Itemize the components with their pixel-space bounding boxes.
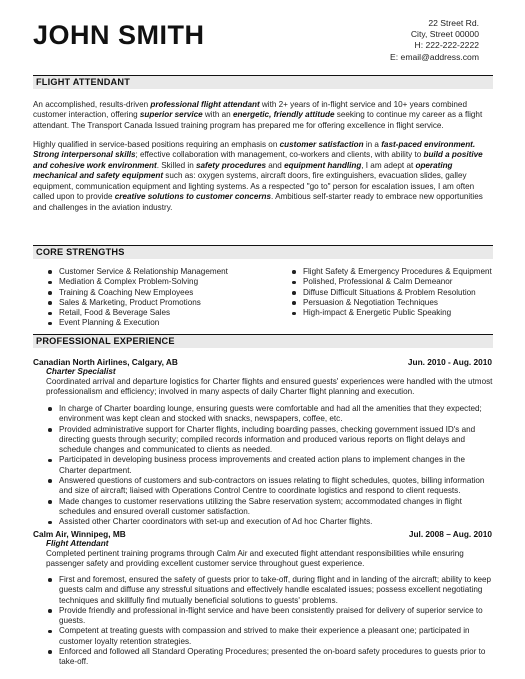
job-bullet: Made changes to customer reservations utilizing the Sabre reservation system; accommodated changes in flight schedules and ensured overall customer satisfaction.	[46, 497, 493, 518]
job-dates: Jun. 2010 - Aug. 2010	[407, 357, 492, 367]
emphasis-text: superior service	[139, 110, 203, 120]
section-heading-core-strengths: CORE STRENGTHS	[36, 247, 125, 257]
emphasis-text: professional flight attendant	[150, 100, 260, 109]
section-bar-core-strengths	[33, 245, 493, 259]
job-bullet: Assisted other Charter coordinators with set-up and execution of Ad hoc Charter flights.	[46, 517, 493, 527]
emphasis-text: Strong interpersonal skills	[33, 150, 136, 160]
strength-item: Mediation & Complex Problem-Solving	[46, 277, 276, 287]
contact-phone: H: 222-222-2222	[414, 40, 479, 51]
job-bullet: Answered questions of customers and sub-contractors on issues relating to flight schedules, quotes, billing information and size of aircraft; liaised with Operations Control Centre to coordinate logistics and respond to client requests.	[46, 476, 493, 497]
job-title: Flight Attendant	[46, 539, 109, 548]
job-title: Charter Specialist	[46, 367, 116, 376]
section-heading-title: FLIGHT ATTENDANT	[36, 77, 131, 87]
job-bullet: Provide friendly and professional in-flight service and have been consistently praised for delivery of superior service to guests.	[46, 606, 493, 627]
contact-city: City, Street 00000	[410, 29, 479, 40]
job-summary: Completed pertinent training programs through Calm Air and executed flight attendant responsibilities while ensuring passenger safety and providing excellent customer service throughout guest experience.	[46, 549, 464, 569]
contact-street: 22 Street Rd.	[428, 18, 479, 28]
strength-item: Training & Coaching New Employees	[46, 288, 276, 298]
job-employer: Calm Air, Winnipeg, MB	[33, 529, 126, 539]
strengths-right-column	[290, 267, 500, 318]
emphasis-text: fast-paced environment.	[381, 140, 476, 149]
job-header	[33, 529, 495, 539]
job-bullet: Provided administrative support for Charter flights, including boarding passes, checking government issued ID's and directing guests through security; compiled records information and produced various reports on flight delays and schedule changes and communicated to clients as needed.	[46, 425, 493, 456]
strength-item: High-impact & Energetic Public Speaking	[290, 308, 500, 318]
section-bar-experience	[33, 334, 493, 348]
emphasis-text: customer satisfaction	[279, 140, 364, 149]
job-summary: Coordinated arrival and departure logistics for Charter flights and ensured guests' experiences were handled with the utmost professionalism and efficiency; involved in many aspects of daily Charter flight planning and execution.	[46, 377, 493, 397]
strengths-left-column	[46, 267, 276, 329]
job-bullet: Competent at treating guests with compassion and strived to make their experience a pleasant one; participated in customer loyalty retention strategies.	[46, 626, 493, 647]
job-bullet: Participated in developing business process improvements and created action plans to implement changes in the Charter department.	[46, 455, 493, 476]
contact-email: E: email@address.com	[390, 51, 479, 62]
emphasis-text: operating mechanical and safety equipment	[33, 160, 453, 181]
emphasis-text: build a positive and cohesive work environment	[33, 150, 483, 170]
strength-item: Flight Safety & Emergency Procedures & Equipment	[290, 267, 500, 277]
job-bullet: In charge of Charter boarding lounge, ensuring guests were comfortable and had all the amenities that they expected; environment was kept clean and stocked with snacks, newspapers, coffee, etc.	[46, 404, 493, 425]
contact-block	[390, 18, 479, 63]
job-bullets	[46, 575, 493, 668]
section-heading-experience: PROFESSIONAL EXPERIENCE	[36, 336, 175, 346]
job-employer: Canadian North Airlines, Calgary, AB	[33, 357, 178, 367]
strength-item: Event Planning & Execution	[46, 318, 276, 328]
job-bullet: Enforced and followed all Standard Operating Procedures; presented the on-board safety procedures to guests prior to take-off.	[46, 647, 493, 668]
job-dates: Jul. 2008 – Aug. 2010	[408, 529, 492, 539]
strength-item: Customer Service & Relationship Management	[46, 267, 276, 277]
candidate-name: JOHN SMITH	[33, 20, 205, 50]
strength-item: Retail, Food & Beverage Sales	[46, 308, 276, 318]
emphasis-text: safety procedures	[196, 160, 267, 170]
summary-paragraph-1: An accomplished, results-driven professional flight attendant with 2+ years of in-flight service and 10+ years combined customer interaction, offering superior service with an energetic, friendly attitude seeking to continue my career as a flight attendant. The Transport Canada Issued training program has prepared me for offering excellence in flight service.	[33, 100, 483, 130]
strength-item: Sales & Marketing, Product Promotions	[46, 298, 276, 308]
emphasis-text: creative solutions to customer concerns	[114, 192, 271, 202]
job-header	[33, 357, 495, 367]
summary-paragraph-2: Highly qualified in service-based positions requiring an emphasis on customer satisfaction in a fast-paced environment. Strong interpersonal skills; effective collaboration with management, co-workers and clients, with ability to build a positive and cohesive work environment. Skilled in safety procedures and equipment handling, I am adept at operating mechanical and safety equipment such as: oxygen systems, aircraft doors, fire extinguishers, evacuation slides, galley equipment, communication equipment and lighting systems. As a respected "go to" person for escalation issues, I am often called upon to provide creative solutions to customer concerns. Ambitious self-starter ready to embrace new opportunities and challenges in the aviation industry.	[33, 140, 483, 212]
job-bullets	[46, 404, 493, 528]
job-bullet: First and foremost, ensured the safety of guests prior to take-off, during flight and in landing of the aircraft; ability to keep guests calm and diffuse any stressful situations and effectively handle escalated issues; possess excellent negotiating techniques and skillfully find mutually beneficial solutions to guests' problems.	[46, 575, 493, 606]
emphasis-text: equipment handling	[284, 160, 362, 170]
strength-item: Persuasion & Negotiation Techniques	[290, 298, 500, 308]
strength-item: Polished, Professional & Calm Demeanor	[290, 277, 500, 287]
section-bar-title	[33, 75, 493, 89]
strength-item: Diffuse Difficult Situations & Problem Resolution	[290, 288, 500, 298]
emphasis-text: energetic, friendly attitude	[232, 110, 335, 120]
